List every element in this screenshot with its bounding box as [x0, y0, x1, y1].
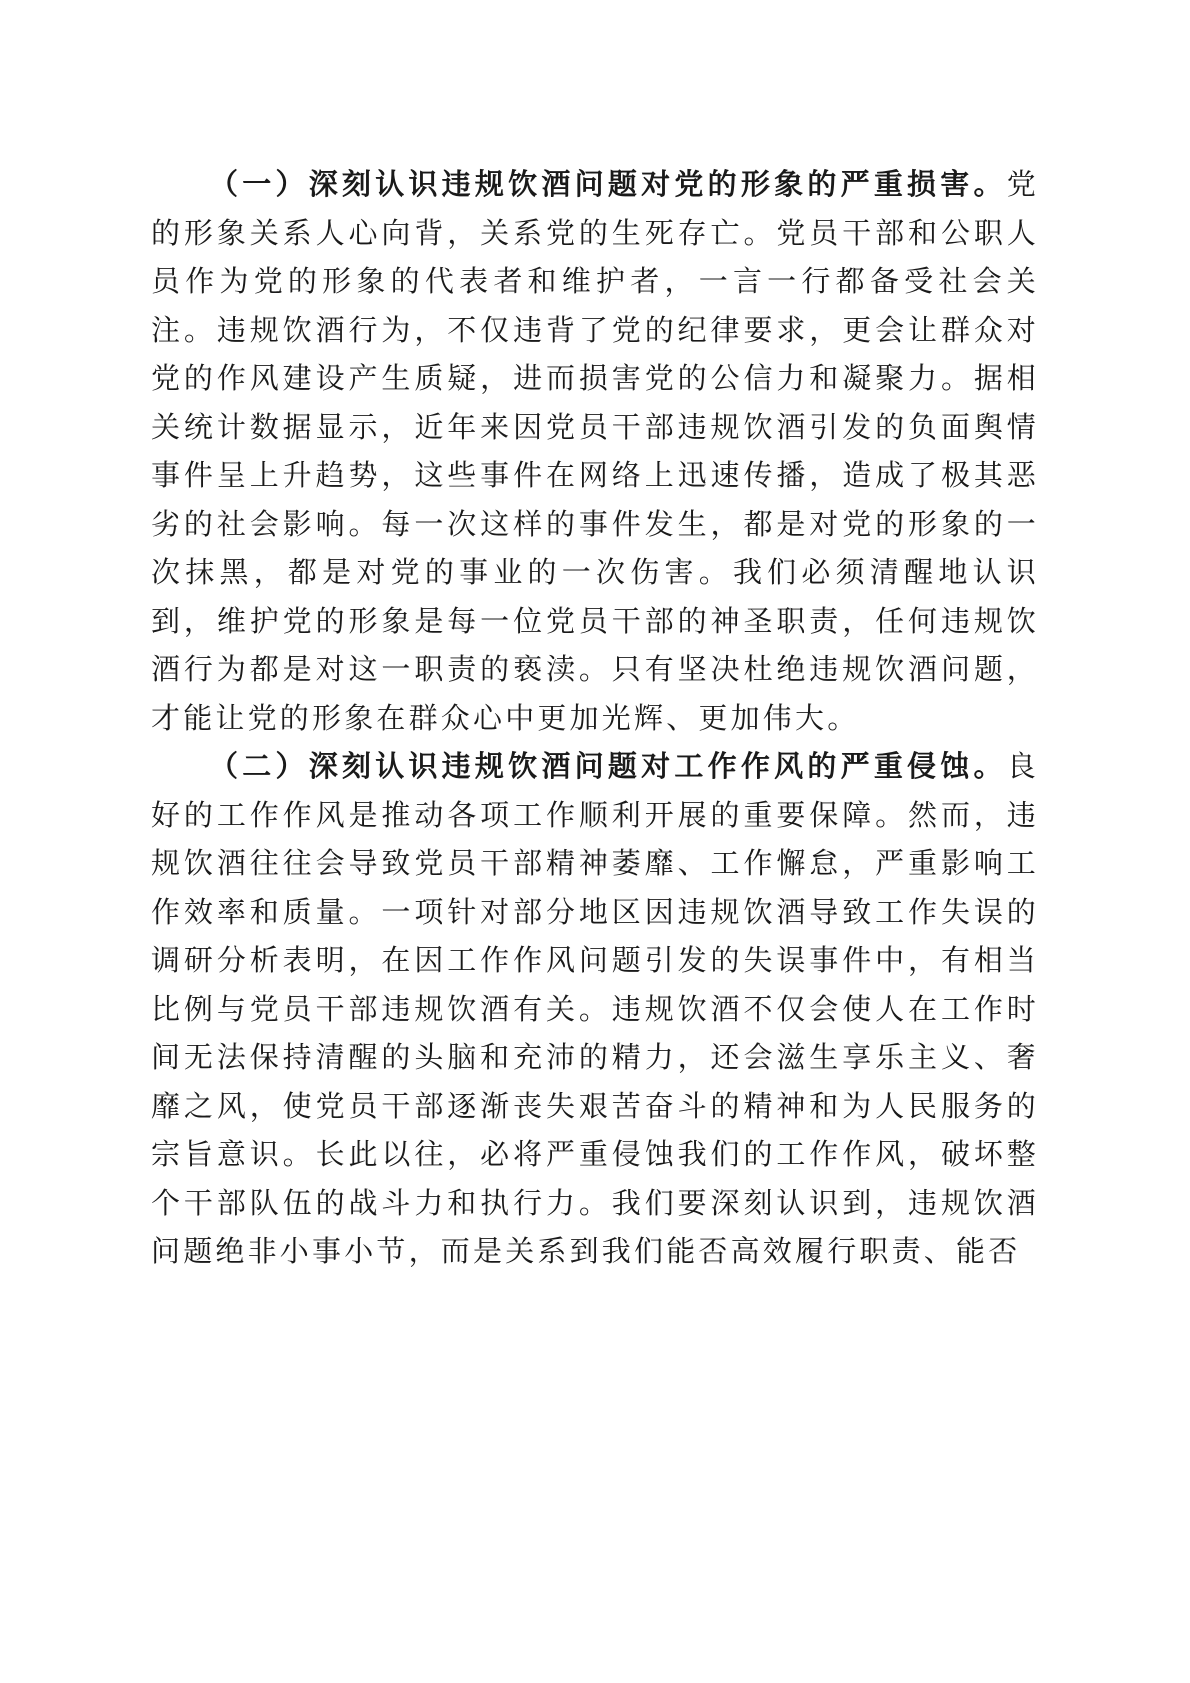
- paragraph-1-body: 党的形象关系人心向背，关系党的生死存亡。党员干部和公职人员作为党的形象的代表者和维护者，一言一行都备受社会关注。违规饮酒行为，不仅违背了党的纪律要求，更会让群众对党的作风建设产生质疑，进而损害党的公信力和凝聚力。据相关统计数据显示，近年来因党员干部违规饮酒引发的负面舆情事件呈上升趋势，这些事件在网络上迅速传播，造成了极其恶劣的社会影响。每一次这样的事件发生，都是对党的形象的一次抹黑，都是对党的事业的一次伤害。我们必须清醒地认识到，维护党的形象是每一位党员干部的神圣职责，任何违规饮酒行为都是对这一职责的亵渎。只有坚决杜绝违规饮酒问题，才能让党的形象在群众心中更加光辉、更加伟大。: [151, 167, 1039, 735]
- document-body: [151, 160, 1039, 1276]
- paragraph-1-heading: （一）深刻认识违规饮酒问题对党的形象的严重损害。: [209, 167, 1007, 201]
- paragraph-2: [151, 742, 1039, 1276]
- paragraph-1: [151, 160, 1039, 742]
- paragraph-2-body: 良好的工作作风是推动各项工作顺利开展的重要保障。然而，违规饮酒往往会导致党员干部精神萎靡、工作懈怠，严重影响工作效率和质量。一项针对部分地区因违规饮酒导致工作失误的调研分析表明，在因工作作风问题引发的失误事件中，有相当比例与党员干部违规饮酒有关。违规饮酒不仅会使人在工作时间无法保持清醒的头脑和充沛的精力，还会滋生享乐主义、奢靡之风，使党员干部逐渐丧失艰苦奋斗的精神和为人民服务的宗旨意识。长此以往，必将严重侵蚀我们的工作作风，破坏整个干部队伍的战斗力和执行力。我们要深刻认识到，违规饮酒问题绝非小事小节，而是关系到我们能否高效履行职责、能否: [151, 749, 1039, 1268]
- paragraph-2-heading: （二）深刻认识违规饮酒问题对工作作风的严重侵蚀。: [209, 749, 1007, 783]
